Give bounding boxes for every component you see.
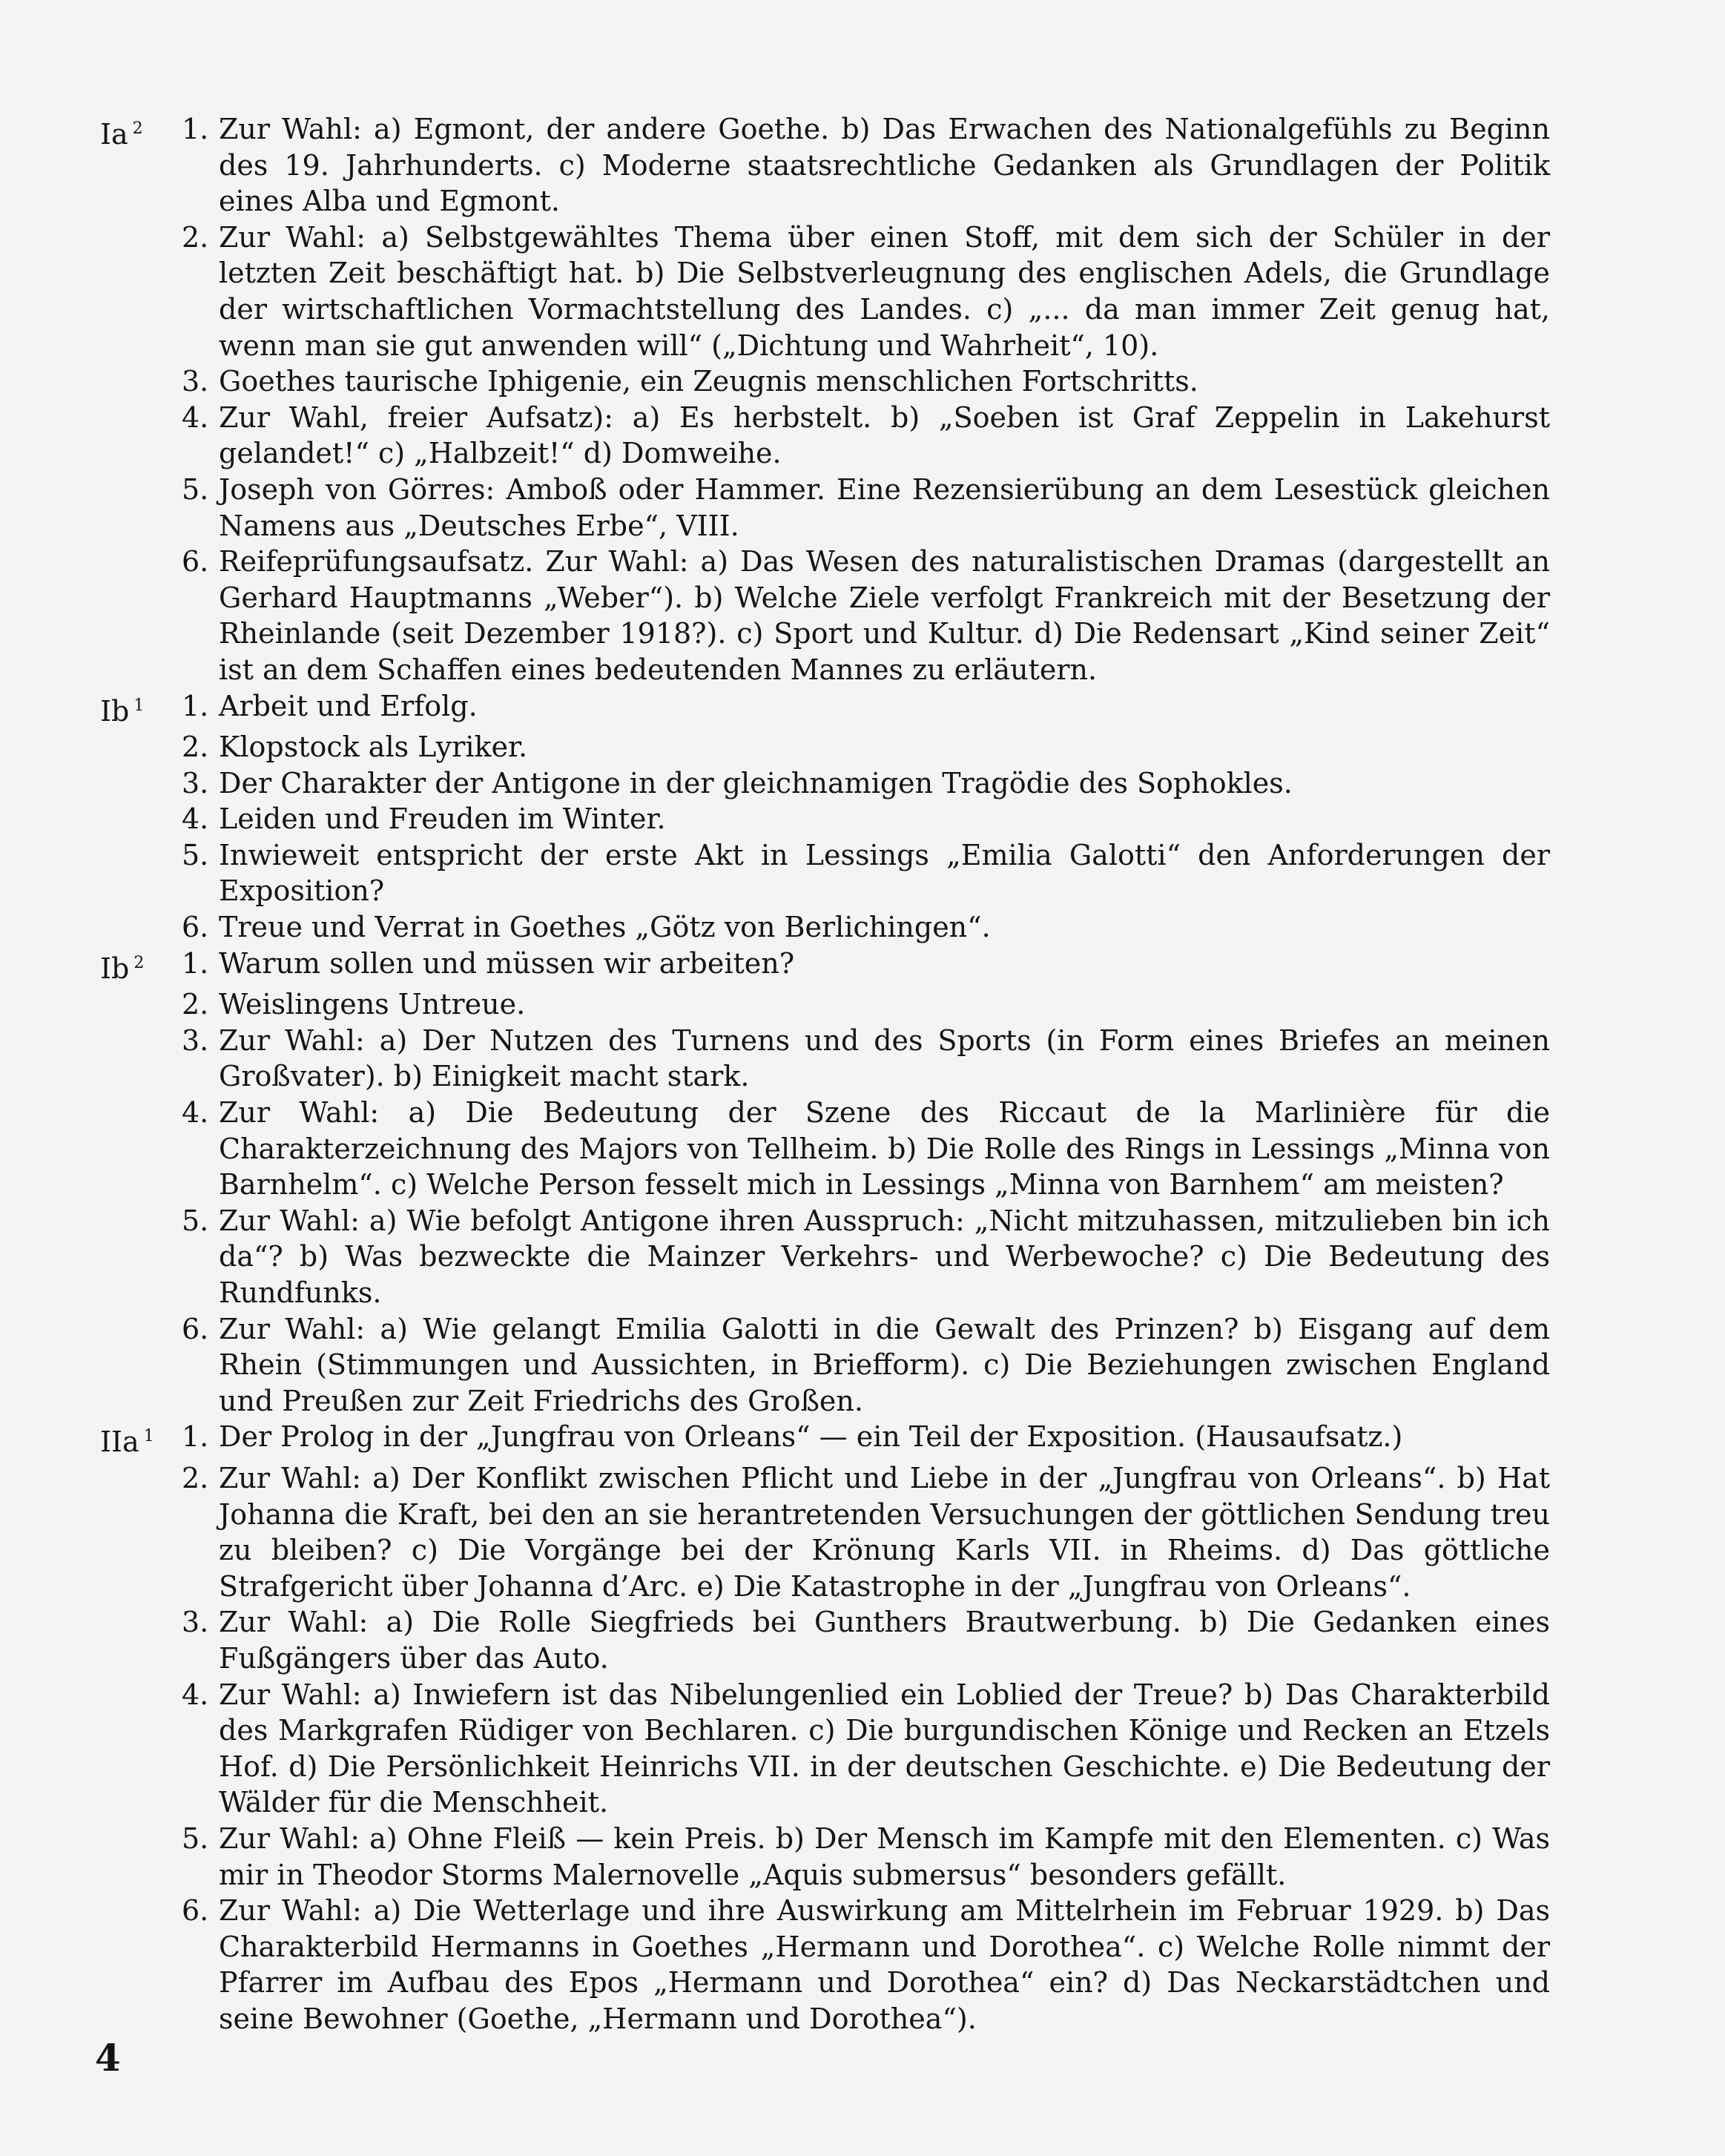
- item-number: 1.: [182, 946, 209, 980]
- essay-topic-item: [100, 1095, 1550, 1203]
- class-label: [100, 400, 182, 472]
- item-number: 2.: [182, 220, 209, 254]
- item-number: 6.: [182, 1894, 209, 1928]
- item-number: 3.: [182, 1606, 209, 1639]
- item-text: Warum sollen und müssen wir arbeiten?: [219, 946, 795, 980]
- class-label: [100, 909, 182, 946]
- item-number: 4.: [182, 400, 209, 434]
- class-label: [100, 1023, 182, 1095]
- essay-topic-item: [100, 909, 1550, 946]
- item-number: 2.: [182, 1461, 209, 1494]
- class-label: [100, 1203, 182, 1311]
- item-number: 3.: [182, 766, 209, 800]
- essay-topic-item: [100, 111, 1550, 220]
- item-text: Zur Wahl: a) Inwiefern ist das Nibelungenlied ein Loblied der Treue? b) Das Charakterbild des Markgrafen Rüdiger von Bechlaren. c) Die burgundischen Könige und Recken an Etzels Hof. d) Die Persönlichkeit Heinrichs VII. in der deutschen Geschichte. e) Die Bedeutung der Wälder für die Menschheit.: [219, 1678, 1550, 1819]
- essay-topic-list: [100, 111, 1550, 2037]
- essay-topic-item: [100, 801, 1550, 837]
- item-text: Zur Wahl: a) Selbstgewähltes Thema über einen Stoff, mit dem sich der Schüler in der letzten Zeit beschäftigt hat. b) Die Selbstverleugnung des englischen Adels, die Grundlage der wirtschaftlichen Vormachtstellung des Landes. c) „... da man immer Zeit genug hat, wenn man sie gut anwenden will“ („Dichtung und Wahrheit“, 10).: [219, 220, 1550, 362]
- class-label: [100, 111, 182, 220]
- class-superscript: 1: [133, 696, 145, 715]
- essay-topic-item: [100, 1311, 1550, 1420]
- item-number: 4.: [182, 1678, 209, 1711]
- item-number: 3.: [182, 365, 209, 398]
- item-text: Zur Wahl: a) Die Bedeutung der Szene des Riccaut de la Marlinière für die Charakterzeichnung des Majors von Tellheim. b) Die Rolle des Rings in Lessings „Minna von Barnhelm“. c) Welche Person fesselt mich in Lessings „Minna von Barnhem“ am meisten?: [219, 1096, 1550, 1201]
- class-superscript: 2: [133, 953, 145, 972]
- class-group-3: [100, 1419, 1550, 2037]
- item-text: Zur Wahl: a) Die Rolle Siegfrieds bei Gunthers Brautwerbung. b) Die Gedanken eines Fußgängers über das Auto.: [219, 1606, 1550, 1675]
- class-superscript: 2: [132, 119, 143, 138]
- item-number: 3.: [182, 1023, 209, 1057]
- class-name: Ib: [100, 952, 130, 985]
- item-text: Treue und Verrat in Goethes „Götz von Berlichingen“.: [219, 911, 991, 944]
- item-text: Zur Wahl: a) Wie befolgt Antigone ihren Ausspruch: „Nicht mitzuhassen, mitzulieben bin ich da“? b) Was bezweckte die Mainzer Verkehrs- und Werbewoche? c) Die Bedeutung des Rundfunks.: [219, 1204, 1550, 1309]
- class-label: [100, 220, 182, 363]
- item-text: Goethes taurische Iphigenie, ein Zeugnis menschlichen Fortschritts.: [219, 365, 1198, 398]
- class-label: [100, 1419, 182, 1460]
- item-number: 6.: [182, 545, 209, 578]
- essay-topic-item: [100, 472, 1550, 544]
- class-label: [100, 1095, 182, 1203]
- essay-topic-item: [100, 363, 1550, 400]
- class-label: [100, 363, 182, 400]
- item-number: 6.: [182, 1312, 209, 1345]
- class-name: Ia: [100, 118, 128, 151]
- class-group-1: [100, 688, 1550, 946]
- item-text: Klopstock als Lyriker.: [219, 731, 528, 764]
- item-text: Zur Wahl: a) Der Nutzen des Turnens und des Sports (in Form eines Briefes an meinen Großvater). b) Einigkeit macht stark.: [219, 1023, 1550, 1093]
- class-label: [100, 837, 182, 909]
- item-text: Zur Wahl, freier Aufsatz): a) Es herbstelt. b) „Soeben ist Graf Zeppelin in Lakehurst gelandet!“ c) „Halbzeit!“ d) Domweihe.: [219, 400, 1550, 470]
- item-text: Zur Wahl: a) Ohne Fleiß — kein Preis. b) Der Mensch im Kampfe mit den Elementen. c) Was mir in Theodor Storms Malernovelle „Aquis submersus“ besonders gefällt.: [219, 1822, 1550, 1891]
- item-text: Zur Wahl: a) Der Konflikt zwischen Pflicht und Liebe in der „Jungfrau von Orleans“. b) Hat Johanna die Kraft, bei den an sie herantretenden Versuchungen der göttlichen Sendung treu zu bleiben? c) Die Vorgänge bei der Krönung Karls VII. in Rheims. d) Das göttliche Strafgericht über Johanna d’Arc. e) Die Katastrophe in der „Jungfrau von Orleans“.: [219, 1461, 1550, 1603]
- essay-topic-item: [100, 1893, 1550, 2037]
- essay-topic-item: [100, 1203, 1550, 1311]
- item-text: Weislingens Untreue.: [219, 988, 526, 1021]
- essay-topic-item: [100, 220, 1550, 363]
- class-name: Ib: [100, 694, 130, 728]
- item-text: Joseph von Görres: Amboß oder Hammer. Eine Rezensierübung an dem Lesestück gleichen Namens aus „Deutsches Erbe“, VIII.: [219, 472, 1550, 542]
- item-text: Zur Wahl: a) Egmont, der andere Goethe. b) Das Erwachen des Nationalgefühls zu Beginn des 19. Jahrhunderts. c) Moderne staatsrechtliche Gedanken als Grundlagen der Politik eines Alba und Egmont.: [219, 113, 1550, 218]
- class-superscript: 1: [143, 1427, 154, 1446]
- essay-topic-item: [100, 946, 1550, 987]
- item-text: Inwieweit entspricht der erste Akt in Lessings „Emilia Galotti“ den Anforderungen der Exposition?: [219, 838, 1550, 908]
- item-text: Zur Wahl: a) Die Wetterlage und ihre Auswirkung am Mittelrhein im Februar 1929. b) Das Charakterbild Hermanns in Goethes „Hermann und Dorothea“. c) Welche Rolle nimmt der Pfarrer im Aufbau des Epos „Hermann und Dorothea“ ein? d) Das Neckarstädtchen und seine Bewohner (Goethe, „Hermann und Dorothea“).: [219, 1894, 1550, 2035]
- class-label: [100, 1893, 182, 2037]
- class-label: [100, 472, 182, 544]
- essay-topic-item: [100, 1460, 1550, 1604]
- essay-topic-item: [100, 765, 1550, 802]
- class-label: [100, 986, 182, 1023]
- class-label: [100, 946, 182, 987]
- item-number: 2.: [182, 731, 209, 764]
- class-label: [100, 544, 182, 688]
- item-number: 2.: [182, 988, 209, 1021]
- class-label: [100, 1604, 182, 1676]
- essay-topic-item: [100, 400, 1550, 472]
- item-number: 6.: [182, 911, 209, 944]
- item-number: 1.: [182, 689, 209, 722]
- class-label: [100, 1460, 182, 1604]
- item-number: 4.: [182, 802, 209, 836]
- item-text: Leiden und Freuden im Winter.: [219, 802, 666, 836]
- item-number: 1.: [182, 1420, 209, 1454]
- class-group-2: [100, 946, 1550, 1420]
- class-label: [100, 1311, 182, 1420]
- class-label: [100, 1677, 182, 1821]
- page-number: 4: [95, 2036, 121, 2080]
- item-number: 5.: [182, 1822, 209, 1855]
- class-group-0: [100, 111, 1550, 688]
- essay-topic-item: [100, 1604, 1550, 1676]
- class-label: [100, 801, 182, 837]
- item-number: 5.: [182, 838, 209, 871]
- item-text: Reifeprüfungsaufsatz. Zur Wahl: a) Das Wesen des naturalistischen Dramas (dargestellt an Gerhard Hauptmanns „Weber“). b) Welche Ziele verfolgt Frankreich mit der Besetzung der Rheinlande (seit Dezember 1918?). c) Sport und Kultur. d) Die Redensart „Kind seiner Zeit“ ist an dem Schaffen eines bedeutenden Mannes zu erläutern.: [219, 545, 1550, 686]
- item-number: 5.: [182, 472, 209, 506]
- essay-topic-item: [100, 1419, 1550, 1460]
- essay-topic-item: [100, 837, 1550, 909]
- essay-topic-item: [100, 544, 1550, 688]
- essay-topic-item: [100, 1677, 1550, 1821]
- essay-topic-item: [100, 729, 1550, 765]
- essay-topic-item: [100, 1023, 1550, 1095]
- class-name: IIa: [100, 1425, 139, 1459]
- class-label: [100, 765, 182, 802]
- class-label: [100, 729, 182, 765]
- item-number: 5.: [182, 1204, 209, 1237]
- essay-topic-item: [100, 1821, 1550, 1893]
- item-text: Arbeit und Erfolg.: [219, 689, 478, 722]
- class-label: [100, 688, 182, 730]
- class-label: [100, 1821, 182, 1893]
- essay-topic-item: [100, 688, 1550, 730]
- item-text: Zur Wahl: a) Wie gelangt Emilia Galotti in die Gewalt des Prinzen? b) Eisgang auf dem Rhein (Stimmungen und Aussichten, in Briefform). c) Die Beziehungen zwischen England und Preußen zur Zeit Friedrichs des Großen.: [219, 1312, 1550, 1417]
- item-number: 1.: [182, 113, 209, 145]
- essay-topic-item: [100, 986, 1550, 1023]
- item-text: Der Charakter der Antigone in der gleichnamigen Tragödie des Sophokles.: [219, 766, 1293, 800]
- item-number: 4.: [182, 1096, 209, 1130]
- item-text: Der Prolog in der „Jungfrau von Orleans“ — ein Teil der Exposition. (Hausaufsatz.): [219, 1420, 1403, 1454]
